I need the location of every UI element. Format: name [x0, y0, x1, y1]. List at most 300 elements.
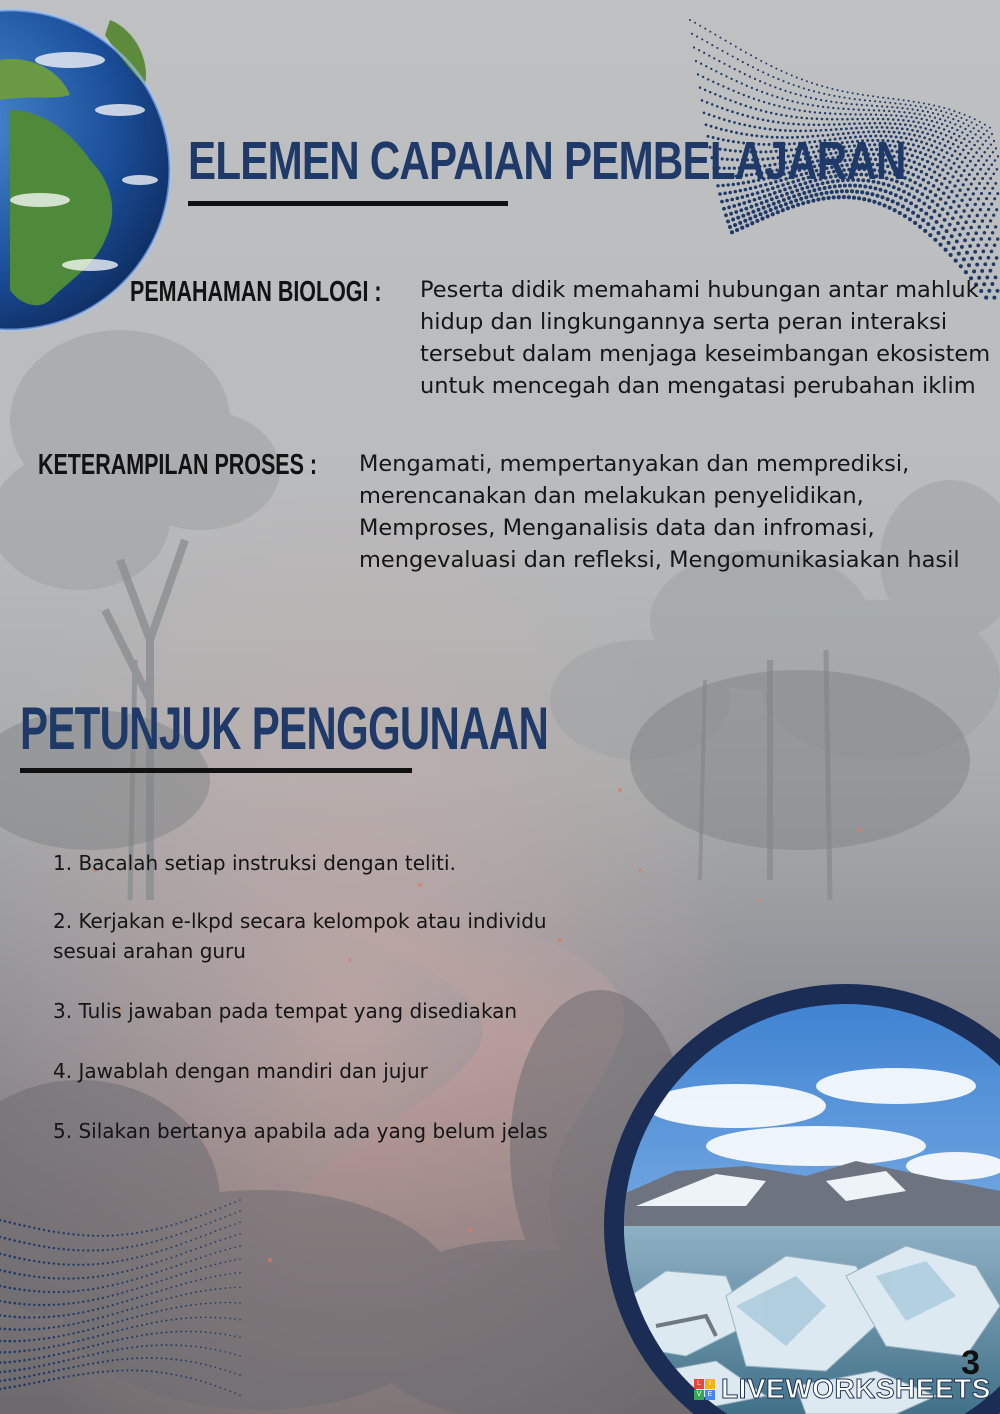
decorative-dot [38, 1348, 40, 1350]
decorative-dot [951, 216, 955, 220]
decorative-dot [943, 107, 945, 109]
decorative-dot [991, 163, 994, 166]
decorative-dot [736, 112, 739, 115]
decorative-dot [899, 123, 902, 126]
decorative-dot [9, 1328, 12, 1331]
decorative-dot [758, 99, 760, 101]
decorative-dot [18, 1316, 21, 1319]
decorative-dot [843, 123, 846, 126]
decorative-dot [952, 200, 956, 204]
decorative-dot [229, 1260, 231, 1262]
decorative-dot [72, 1349, 74, 1351]
decorative-dot [969, 226, 973, 230]
decorative-dot [63, 1232, 65, 1234]
decorative-dot [853, 122, 856, 125]
decorative-dot [136, 1335, 138, 1337]
decorative-dot [992, 262, 996, 266]
decorative-dot [87, 1234, 89, 1236]
decorative-dot [782, 198, 786, 202]
decorative-dot [876, 194, 880, 198]
decorative-dot [102, 1342, 104, 1344]
description-line: Memproses, Menganalisis data dan infromasi, [359, 515, 875, 541]
decorative-dot [847, 91, 849, 93]
decorative-dot [87, 1320, 89, 1322]
decorative-dot [984, 124, 986, 126]
decorative-dot [937, 113, 939, 115]
decorative-dot [969, 160, 972, 163]
decorative-dot [985, 243, 989, 247]
decorative-dot [969, 198, 972, 201]
decorative-dot [97, 1317, 99, 1319]
decorative-dot [857, 93, 859, 95]
decorative-dot [131, 1326, 133, 1328]
decorative-dot [997, 155, 999, 157]
decorative-dot [234, 1392, 236, 1394]
decorative-dot [146, 1265, 148, 1267]
decorative-dot [63, 1248, 65, 1250]
decorative-dot [990, 203, 993, 206]
decorative-dot [796, 77, 798, 79]
decorative-dot [971, 209, 974, 212]
decorative-dot [705, 65, 707, 67]
decorative-dot [33, 1328, 35, 1330]
decorative-dot [701, 38, 703, 40]
decorative-dot [744, 207, 748, 211]
decorative-dot [112, 1370, 114, 1372]
decorative-dot [126, 1347, 128, 1349]
decorative-dot [909, 124, 912, 127]
decorative-dot [736, 216, 740, 220]
decorative-dot [43, 1364, 45, 1366]
decorative-dot [884, 101, 886, 103]
liveworksheets-watermark[interactable] [694, 1372, 991, 1406]
decorative-dot [856, 118, 859, 121]
decorative-dot [762, 206, 766, 210]
decorative-dot [180, 1318, 182, 1320]
decorative-dot [58, 1361, 60, 1363]
decorative-dot [959, 153, 962, 156]
decorative-dot [914, 204, 918, 208]
decorative-dot [813, 124, 816, 127]
decorative-dot [112, 1304, 114, 1306]
decorative-dot [731, 218, 735, 222]
decorative-dot [753, 126, 756, 129]
decorative-dot [190, 1317, 192, 1319]
decorative-dot [53, 1231, 55, 1233]
decorative-dot [898, 111, 900, 113]
decorative-dot [952, 143, 955, 146]
decorative-dot [112, 1294, 114, 1296]
decorative-dot [170, 1319, 172, 1321]
decorative-dot [102, 1286, 104, 1288]
decorative-dot [970, 182, 973, 185]
decorative-dot [894, 102, 896, 104]
decorative-dot [841, 118, 844, 121]
decorative-dot [33, 1349, 35, 1351]
decorative-dot [0, 1252, 1, 1255]
decorative-dot [43, 1356, 45, 1358]
decorative-dot [190, 1260, 192, 1262]
decorative-dot [867, 118, 870, 121]
decorative-dot [33, 1382, 35, 1384]
decorative-dot [959, 264, 963, 268]
decorative-dot [929, 115, 931, 117]
decorative-dot [107, 1285, 109, 1287]
decorative-dot [750, 205, 754, 209]
instruction-text: 1. Bacalah setiap instruksi dengan teliti. [53, 851, 456, 875]
decorative-dot [112, 1273, 114, 1275]
decorative-dot [790, 115, 793, 118]
decorative-dot [72, 1233, 74, 1235]
decorative-dot [166, 1278, 168, 1280]
decorative-dot [141, 1370, 143, 1372]
decorative-dot [185, 1251, 187, 1253]
decorative-dot [913, 134, 916, 137]
decorative-dot [948, 130, 951, 133]
decorative-dot [938, 173, 941, 176]
decorative-dot [839, 113, 841, 115]
decorative-dot [117, 1312, 119, 1314]
description-line: untuk mencegah dan mengatasi perubahan iklim [420, 373, 976, 399]
decorative-dot [954, 123, 956, 125]
decorative-dot [858, 109, 860, 111]
decorative-dot [982, 143, 984, 145]
decorative-dot [180, 1331, 182, 1333]
decorative-dot [695, 60, 697, 62]
decorative-dot [229, 1214, 231, 1216]
decorative-dot [854, 98, 856, 100]
decorative-dot [959, 125, 961, 127]
decorative-dot [899, 103, 901, 105]
decorative-dot [895, 115, 897, 117]
decorative-dot [983, 187, 986, 190]
decorative-dot [92, 1362, 94, 1364]
decorative-dot [742, 201, 746, 205]
decorative-dot [156, 1321, 158, 1323]
decorative-dot [170, 1331, 172, 1333]
decorative-dot [170, 1257, 172, 1259]
decorative-dot [234, 1235, 236, 1237]
decorative-dot [200, 1303, 202, 1305]
decorative-dot [102, 1275, 104, 1277]
decorative-dot [48, 1246, 50, 1248]
decorative-dot [906, 152, 909, 155]
decorative-dot [715, 70, 717, 72]
decorative-dot [185, 1241, 187, 1243]
decorative-dot [922, 202, 926, 206]
decorative-dot [992, 151, 994, 153]
decorative-dot [723, 192, 727, 196]
decorative-dot [787, 196, 791, 200]
decorative-dot [166, 1248, 168, 1250]
decorative-dot [63, 1291, 65, 1293]
logo-letter: L [694, 1379, 704, 1389]
decorative-dot [958, 189, 961, 192]
decorative-dot [718, 117, 721, 120]
instruction-step [53, 1116, 548, 1146]
decorative-dot [746, 85, 748, 87]
decorative-dot [905, 103, 907, 105]
decorative-dot [210, 1276, 212, 1278]
decorative-dot [781, 208, 785, 212]
decorative-dot [860, 127, 863, 130]
decorative-dot [983, 231, 987, 235]
decorative-dot [33, 1275, 35, 1277]
decorative-dot [195, 1216, 197, 1218]
decorative-dot [220, 1262, 222, 1264]
decorative-dot [170, 1246, 172, 1248]
decorative-dot [77, 1357, 79, 1359]
decorative-dot [903, 111, 905, 113]
decorative-dot [121, 1234, 123, 1236]
decorative-dot [112, 1284, 114, 1286]
decorative-dot [975, 133, 977, 135]
decorative-dot [121, 1358, 123, 1360]
decorative-dot [117, 1272, 119, 1274]
decorative-dot [220, 1251, 222, 1253]
decorative-dot [161, 1280, 163, 1282]
decorative-dot [38, 1290, 40, 1292]
decorative-dot [862, 197, 866, 201]
decorative-dot [953, 162, 956, 165]
decorative-dot [234, 1287, 236, 1289]
decorative-dot [920, 192, 924, 196]
decorative-dot [33, 1374, 35, 1376]
decorative-dot [887, 97, 889, 99]
decorative-dot [903, 99, 905, 101]
decorative-dot [43, 1337, 45, 1339]
decorative-dot [146, 1357, 148, 1359]
decorative-dot [988, 192, 991, 195]
decorative-dot [927, 181, 931, 185]
decorative-dot [23, 1274, 26, 1277]
decorative-dot [185, 1331, 187, 1333]
decorative-dot [966, 164, 969, 167]
decorative-dot [18, 1328, 21, 1331]
decorative-dot [121, 1329, 123, 1331]
decorative-dot [224, 1351, 226, 1353]
decorative-dot [745, 105, 748, 108]
decorative-dot [976, 173, 979, 176]
decorative-dot [740, 226, 744, 230]
decorative-dot [974, 203, 977, 206]
decorative-dot [82, 1277, 84, 1279]
decorative-dot [711, 103, 714, 106]
decorative-dot [948, 223, 952, 227]
decorative-dot [944, 119, 946, 121]
decorative-dot [799, 197, 803, 201]
decorative-dot [915, 139, 918, 142]
decorative-dot [730, 43, 732, 45]
decorative-dot [874, 122, 877, 125]
decorative-dot [166, 1258, 168, 1260]
decorative-dot [774, 206, 778, 210]
decorative-dot [87, 1249, 89, 1251]
decorative-dot [175, 1265, 177, 1267]
decorative-dot [932, 112, 934, 114]
decorative-dot [82, 1234, 84, 1236]
decorative-dot [234, 1246, 236, 1248]
decorative-dot [945, 111, 947, 113]
decorative-dot [33, 1339, 35, 1341]
decorative-dot [987, 147, 989, 149]
decorative-dot [933, 140, 936, 143]
decorative-dot [224, 1287, 226, 1289]
decorative-dot [765, 63, 767, 65]
decorative-dot [963, 238, 967, 242]
decorative-dot [9, 1315, 12, 1318]
decorative-dot [23, 1328, 26, 1331]
decorative-dot [146, 1275, 148, 1277]
decorative-dot [928, 167, 931, 170]
decorative-dot [48, 1262, 50, 1264]
decorative-dot [771, 212, 775, 216]
decorative-dot [161, 1289, 163, 1291]
decorative-dot [741, 195, 745, 199]
decorative-dot [117, 1293, 119, 1295]
decorative-dot [239, 1287, 241, 1289]
decorative-dot [77, 1322, 79, 1324]
decorative-dot [43, 1261, 45, 1263]
decorative-dot [828, 94, 830, 96]
decorative-dot [806, 117, 809, 120]
decorative-dot [760, 60, 762, 62]
decorative-dot [907, 120, 910, 123]
dot-pattern-bottom-left [0, 1190, 330, 1414]
decorative-dot [18, 1350, 21, 1353]
decorative-dot [996, 289, 1000, 293]
decorative-dot [919, 113, 921, 115]
decorative-dot [730, 230, 734, 234]
decorative-dot [964, 220, 968, 224]
decorative-dot [180, 1344, 182, 1346]
decorative-dot [121, 1292, 123, 1294]
decorative-dot [861, 118, 864, 121]
logo-letter: V [694, 1390, 704, 1400]
decorative-dot [728, 120, 731, 123]
decorative-dot [975, 151, 978, 154]
decorative-dot [224, 1334, 226, 1336]
decorative-dot [72, 1323, 74, 1325]
decorative-dot [961, 161, 964, 164]
decorative-dot [993, 197, 996, 200]
decorative-dot [962, 183, 965, 186]
decorative-dot [955, 194, 958, 197]
decorative-dot [991, 231, 994, 234]
decorative-dot [852, 92, 854, 94]
decorative-dot [146, 1313, 148, 1315]
decorative-dot [13, 1222, 16, 1225]
decorative-dot [136, 1287, 138, 1289]
decorative-dot [9, 1271, 12, 1274]
decorative-dot [981, 127, 983, 129]
decorative-dot [151, 1253, 153, 1255]
decorative-dot [18, 1384, 21, 1387]
decorative-dot [190, 1240, 192, 1242]
decorative-dot [141, 1231, 143, 1233]
decorative-dot [107, 1305, 109, 1307]
decorative-dot [946, 212, 950, 216]
decorative-dot [776, 96, 778, 98]
decorative-dot [964, 156, 967, 159]
decorative-dot [0, 1371, 1, 1374]
decorative-dot [916, 130, 919, 133]
decorative-dot [776, 210, 780, 214]
decorative-dot [195, 1258, 197, 1260]
decorative-dot [4, 1361, 7, 1364]
decorative-dot [920, 170, 923, 173]
decorative-dot [112, 1248, 114, 1250]
decorative-dot [986, 130, 988, 132]
decorative-dot [161, 1357, 163, 1359]
decorative-dot [63, 1368, 65, 1370]
decorative-dot [102, 1334, 104, 1336]
decorative-dot [205, 1331, 207, 1333]
decorative-dot [126, 1327, 128, 1329]
decorative-dot [955, 239, 959, 243]
decorative-dot [38, 1328, 40, 1330]
decorative-dot [43, 1372, 45, 1374]
decorative-dot [987, 168, 990, 171]
decorative-dot [53, 1304, 55, 1306]
decorative-dot [200, 1317, 202, 1319]
decorative-dot [195, 1269, 197, 1271]
decorative-dot [229, 1225, 231, 1227]
decorative-dot [13, 1316, 16, 1319]
decorative-dot [729, 65, 731, 67]
decorative-dot [940, 182, 943, 185]
decorative-dot [205, 1278, 207, 1280]
decorative-dot [806, 200, 810, 204]
decorative-dot [981, 250, 985, 254]
decorative-dot [112, 1340, 114, 1342]
decorative-dot [966, 203, 969, 206]
decorative-dot [72, 1358, 74, 1360]
decorative-dot [929, 190, 933, 194]
decorative-dot [92, 1263, 94, 1265]
decorative-dot [975, 263, 979, 267]
decorative-dot [146, 1334, 148, 1336]
decorative-dot [112, 1261, 114, 1263]
decorative-dot [785, 115, 788, 118]
decorative-dot [857, 196, 861, 200]
decorative-dot [4, 1220, 7, 1223]
decorative-dot [908, 178, 912, 182]
decorative-dot [931, 163, 934, 166]
decorative-dot [107, 1360, 109, 1362]
description-line: Mengamati, mempertanyakan dan memprediksi, [359, 451, 910, 477]
decorative-dot [703, 111, 706, 114]
decorative-dot [53, 1345, 55, 1347]
decorative-dot [205, 1255, 207, 1257]
decorative-dot [842, 195, 846, 199]
decorative-dot [910, 116, 912, 118]
decorative-dot [924, 127, 927, 130]
decorative-dot [987, 208, 990, 211]
decorative-dot [92, 1345, 94, 1347]
decorative-dot [131, 1246, 133, 1248]
decorative-dot [18, 1340, 21, 1343]
decorative-dot [933, 170, 936, 173]
decorative-dot [92, 1299, 94, 1301]
decorative-dot [704, 89, 707, 92]
decorative-dot [991, 133, 993, 135]
decorative-dot [879, 122, 882, 125]
decorative-dot [953, 184, 956, 187]
decorative-dot [712, 81, 714, 83]
decorative-dot [63, 1277, 65, 1279]
decorative-dot [729, 212, 733, 216]
